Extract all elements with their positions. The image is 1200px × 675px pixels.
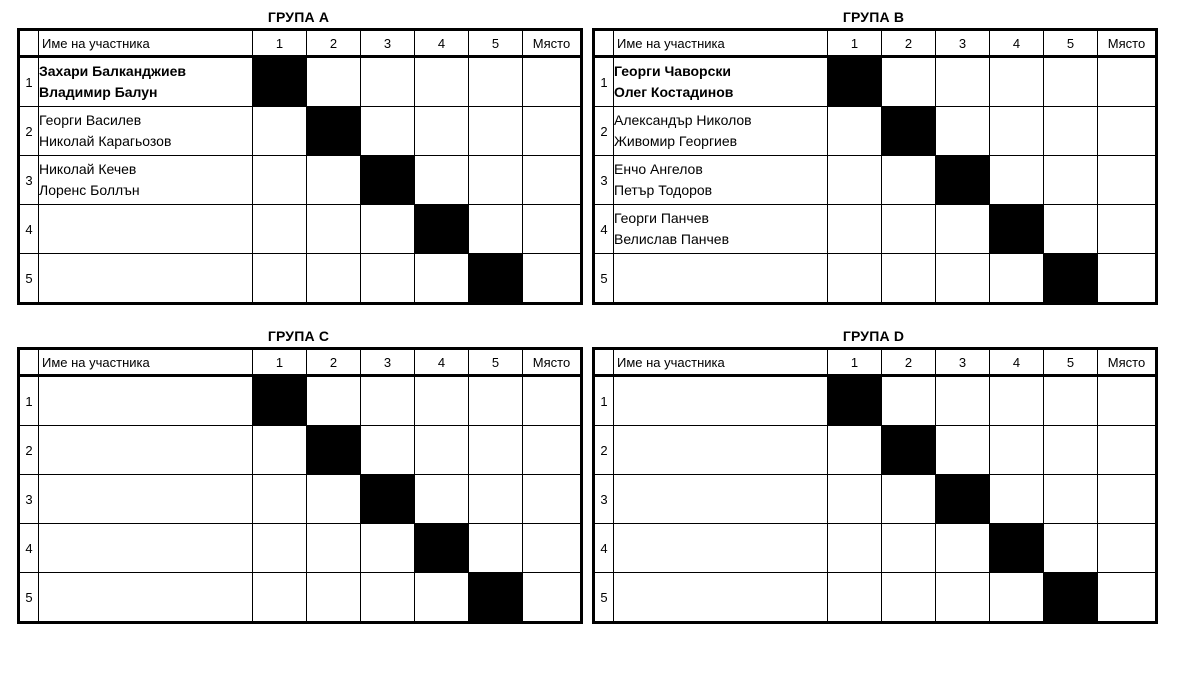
place-cell[interactable] (1098, 573, 1157, 623)
result-cell[interactable] (1044, 475, 1098, 524)
header-corner (19, 30, 39, 57)
header-place: Място (1098, 30, 1157, 57)
self-match-blocked-cell (936, 156, 990, 205)
header-place: Място (523, 30, 582, 57)
place-cell[interactable] (1098, 107, 1157, 156)
table-row (19, 156, 582, 205)
self-match-blocked-cell (828, 376, 882, 426)
header-col-2: 2 (307, 349, 361, 376)
group-a-table (17, 28, 583, 305)
header-place: Място (1098, 349, 1157, 376)
place-cell[interactable] (1098, 475, 1157, 524)
self-match-blocked-cell (882, 107, 936, 156)
place-cell[interactable] (523, 156, 582, 205)
self-match-blocked-cell (253, 376, 307, 426)
player-2-name: Николай Карагьозов (39, 133, 172, 149)
participant-name-cell[interactable] (614, 254, 828, 304)
result-cell[interactable] (253, 107, 307, 156)
place-cell[interactable] (523, 107, 582, 156)
result-cell[interactable] (990, 573, 1044, 623)
table-row (594, 57, 1157, 107)
self-match-blocked-cell (307, 426, 361, 475)
row-number: 3 (594, 475, 614, 524)
table-row (594, 573, 1157, 623)
self-match-blocked-cell (361, 475, 415, 524)
result-cell[interactable] (307, 573, 361, 623)
result-cell[interactable] (936, 57, 990, 107)
header-participant-name: Име на участника (39, 349, 253, 376)
result-cell[interactable] (415, 254, 469, 304)
group-c-table (17, 347, 583, 624)
participant-name-cell[interactable] (614, 376, 828, 426)
table-row (19, 475, 582, 524)
result-cell[interactable] (828, 205, 882, 254)
group-d-table (592, 347, 1158, 624)
self-match-blocked-cell (1044, 573, 1098, 623)
group-a (17, 4, 580, 305)
row-number: 2 (594, 426, 614, 475)
table-row (594, 107, 1157, 156)
row-number: 5 (594, 254, 614, 304)
table-row (594, 524, 1157, 573)
header-col-3: 3 (936, 30, 990, 57)
result-cell[interactable] (990, 57, 1044, 107)
result-cell[interactable] (415, 57, 469, 107)
group-c (17, 323, 580, 624)
row-number: 4 (19, 205, 39, 254)
self-match-blocked-cell (990, 205, 1044, 254)
self-match-blocked-cell (1044, 254, 1098, 304)
table-row (19, 573, 582, 623)
result-cell[interactable] (828, 573, 882, 623)
result-cell[interactable] (361, 57, 415, 107)
result-cell[interactable] (990, 107, 1044, 156)
participant-name-cell[interactable] (614, 205, 828, 254)
result-cell[interactable] (936, 254, 990, 304)
result-cell[interactable] (415, 426, 469, 475)
header-col-5: 5 (1044, 30, 1098, 57)
self-match-blocked-cell (469, 254, 523, 304)
row-number: 4 (594, 524, 614, 573)
result-cell[interactable] (253, 156, 307, 205)
place-cell[interactable] (1098, 57, 1157, 107)
result-cell[interactable] (882, 524, 936, 573)
header-place: Място (523, 349, 582, 376)
result-cell[interactable] (469, 524, 523, 573)
result-cell[interactable] (882, 156, 936, 205)
header-row (594, 349, 1157, 376)
table-row (19, 376, 582, 426)
self-match-blocked-cell (990, 524, 1044, 573)
header-col-4: 4 (415, 30, 469, 57)
result-cell[interactable] (253, 426, 307, 475)
player-2-name: Олег Костадинов (614, 84, 734, 100)
participant-name-cell[interactable] (39, 254, 253, 304)
result-cell[interactable] (828, 107, 882, 156)
place-cell[interactable] (1098, 156, 1157, 205)
table-row (19, 524, 582, 573)
result-cell[interactable] (936, 107, 990, 156)
result-cell[interactable] (1044, 426, 1098, 475)
row-number: 2 (19, 426, 39, 475)
participant-name-cell[interactable] (39, 573, 253, 623)
result-cell[interactable] (828, 254, 882, 304)
result-cell[interactable] (307, 57, 361, 107)
result-cell[interactable] (307, 376, 361, 426)
result-cell[interactable] (936, 524, 990, 573)
self-match-blocked-cell (469, 573, 523, 623)
result-cell[interactable] (307, 524, 361, 573)
result-cell[interactable] (1044, 57, 1098, 107)
table-row (594, 475, 1157, 524)
place-cell[interactable] (523, 475, 582, 524)
result-cell[interactable] (361, 573, 415, 623)
table-row (594, 426, 1157, 475)
result-cell[interactable] (882, 254, 936, 304)
result-cell[interactable] (307, 475, 361, 524)
row-number: 1 (19, 376, 39, 426)
header-col-1: 1 (253, 349, 307, 376)
header-col-4: 4 (415, 349, 469, 376)
place-cell[interactable] (523, 376, 582, 426)
result-cell[interactable] (936, 573, 990, 623)
participant-name-cell[interactable] (614, 524, 828, 573)
result-cell[interactable] (882, 475, 936, 524)
result-cell[interactable] (1044, 107, 1098, 156)
result-cell[interactable] (415, 475, 469, 524)
header-col-2: 2 (882, 349, 936, 376)
header-col-2: 2 (307, 30, 361, 57)
player-2-name: Петър Тодоров (614, 182, 713, 198)
table-row (594, 156, 1157, 205)
row-number: 1 (594, 57, 614, 107)
row-number: 5 (19, 573, 39, 623)
self-match-blocked-cell (828, 57, 882, 107)
header-col-2: 2 (882, 30, 936, 57)
player-1-name: Георги Василев (39, 112, 142, 128)
self-match-blocked-cell (882, 426, 936, 475)
result-cell[interactable] (828, 475, 882, 524)
row-number: 5 (19, 254, 39, 304)
header-corner (594, 349, 614, 376)
place-cell[interactable] (1098, 376, 1157, 426)
row-number: 3 (19, 156, 39, 205)
table-row (19, 254, 582, 304)
participant-name-cell[interactable] (614, 426, 828, 475)
result-cell[interactable] (936, 376, 990, 426)
place-cell[interactable] (523, 57, 582, 107)
player-1-name: Георги Чаворски (614, 63, 731, 79)
result-cell[interactable] (253, 524, 307, 573)
group-d (592, 323, 1155, 624)
table-row (594, 376, 1157, 426)
player-2-name: Владимир Балун (39, 84, 158, 100)
place-cell[interactable] (1098, 254, 1157, 304)
participant-name-cell[interactable] (614, 156, 828, 205)
group-title: ГРУПА В (842, 9, 905, 25)
place-cell[interactable] (1098, 205, 1157, 254)
result-cell[interactable] (469, 426, 523, 475)
participant-name-cell[interactable] (614, 107, 828, 156)
result-cell[interactable] (469, 475, 523, 524)
header-col-3: 3 (361, 349, 415, 376)
row-number: 2 (594, 107, 614, 156)
self-match-blocked-cell (415, 205, 469, 254)
result-cell[interactable] (361, 107, 415, 156)
result-cell[interactable] (882, 376, 936, 426)
participant-name-cell[interactable] (39, 57, 253, 107)
player-1-name: Захари Балканджиев (39, 63, 186, 79)
result-cell[interactable] (253, 254, 307, 304)
place-cell[interactable] (523, 426, 582, 475)
place-cell[interactable] (523, 254, 582, 304)
header-col-3: 3 (361, 30, 415, 57)
result-cell[interactable] (253, 205, 307, 254)
result-cell[interactable] (882, 205, 936, 254)
header-participant-name: Име на участника (39, 30, 253, 57)
row-number: 3 (594, 156, 614, 205)
result-cell[interactable] (415, 573, 469, 623)
result-cell[interactable] (469, 376, 523, 426)
result-cell[interactable] (361, 524, 415, 573)
result-cell[interactable] (253, 573, 307, 623)
participant-name-cell[interactable] (39, 205, 253, 254)
row-number: 4 (19, 524, 39, 573)
result-cell[interactable] (415, 376, 469, 426)
header-col-5: 5 (469, 349, 523, 376)
player-2-name: Живомир Георгиев (614, 133, 738, 149)
header-row (594, 30, 1157, 57)
table-row (19, 57, 582, 107)
player-1-name: Николай Кечев (39, 161, 137, 177)
result-cell[interactable] (990, 254, 1044, 304)
header-col-1: 1 (253, 30, 307, 57)
participant-name-cell[interactable] (614, 573, 828, 623)
participant-name-cell[interactable] (39, 107, 253, 156)
result-cell[interactable] (307, 205, 361, 254)
player-2-name: Велислав Панчев (614, 231, 730, 247)
row-number: 3 (19, 475, 39, 524)
player-1-name: Георги Панчев (614, 210, 709, 226)
result-cell[interactable] (307, 254, 361, 304)
result-cell[interactable] (828, 524, 882, 573)
player-2-name: Лоренс Боллън (39, 182, 140, 198)
self-match-blocked-cell (936, 475, 990, 524)
table-row (594, 254, 1157, 304)
participant-name-cell[interactable] (39, 426, 253, 475)
header-col-4: 4 (990, 30, 1044, 57)
result-cell[interactable] (469, 107, 523, 156)
participant-name-cell[interactable] (39, 475, 253, 524)
row-number: 1 (594, 376, 614, 426)
result-cell[interactable] (361, 376, 415, 426)
row-number: 5 (594, 573, 614, 623)
result-cell[interactable] (828, 426, 882, 475)
result-cell[interactable] (361, 205, 415, 254)
result-cell[interactable] (1044, 376, 1098, 426)
table-row (19, 205, 582, 254)
result-cell[interactable] (882, 573, 936, 623)
result-cell[interactable] (253, 475, 307, 524)
result-cell[interactable] (307, 156, 361, 205)
header-col-4: 4 (990, 349, 1044, 376)
group-title: ГРУПА D (842, 328, 905, 344)
header-col-1: 1 (828, 30, 882, 57)
result-cell[interactable] (936, 205, 990, 254)
result-cell[interactable] (1044, 205, 1098, 254)
result-cell[interactable] (415, 156, 469, 205)
row-number: 1 (19, 57, 39, 107)
place-cell[interactable] (1098, 426, 1157, 475)
row-number: 2 (19, 107, 39, 156)
table-row (19, 107, 582, 156)
participant-name-cell[interactable] (39, 524, 253, 573)
result-cell[interactable] (828, 156, 882, 205)
header-corner (594, 30, 614, 57)
self-match-blocked-cell (415, 524, 469, 573)
header-corner (19, 349, 39, 376)
table-row (594, 205, 1157, 254)
participant-name-cell[interactable] (614, 57, 828, 107)
result-cell[interactable] (936, 426, 990, 475)
self-match-blocked-cell (253, 57, 307, 107)
result-cell[interactable] (990, 376, 1044, 426)
result-cell[interactable] (469, 205, 523, 254)
header-col-1: 1 (828, 349, 882, 376)
header-row (19, 349, 582, 376)
header-col-5: 5 (469, 30, 523, 57)
result-cell[interactable] (882, 57, 936, 107)
participant-name-cell[interactable] (39, 156, 253, 205)
player-1-name: Александър Николов (614, 112, 752, 128)
group-b-table (592, 28, 1158, 305)
player-1-name: Енчо Ангелов (614, 161, 703, 177)
header-col-3: 3 (936, 349, 990, 376)
result-cell[interactable] (990, 475, 1044, 524)
header-participant-name: Име на участника (614, 30, 828, 57)
group-b (592, 4, 1155, 305)
place-cell[interactable] (523, 524, 582, 573)
result-cell[interactable] (469, 57, 523, 107)
result-cell[interactable] (990, 426, 1044, 475)
group-title: ГРУПА А (267, 9, 330, 25)
self-match-blocked-cell (307, 107, 361, 156)
place-cell[interactable] (523, 573, 582, 623)
result-cell[interactable] (1044, 524, 1098, 573)
group-title: ГРУПА С (267, 328, 330, 344)
result-cell[interactable] (1044, 156, 1098, 205)
place-cell[interactable] (523, 205, 582, 254)
table-row (19, 426, 582, 475)
header-row (19, 30, 582, 57)
header-col-5: 5 (1044, 349, 1098, 376)
result-cell[interactable] (415, 107, 469, 156)
self-match-blocked-cell (361, 156, 415, 205)
result-cell[interactable] (469, 156, 523, 205)
result-cell[interactable] (361, 254, 415, 304)
row-number: 4 (594, 205, 614, 254)
participant-name-cell[interactable] (614, 475, 828, 524)
place-cell[interactable] (1098, 524, 1157, 573)
header-participant-name: Име на участника (614, 349, 828, 376)
result-cell[interactable] (990, 156, 1044, 205)
result-cell[interactable] (361, 426, 415, 475)
participant-name-cell[interactable] (39, 376, 253, 426)
